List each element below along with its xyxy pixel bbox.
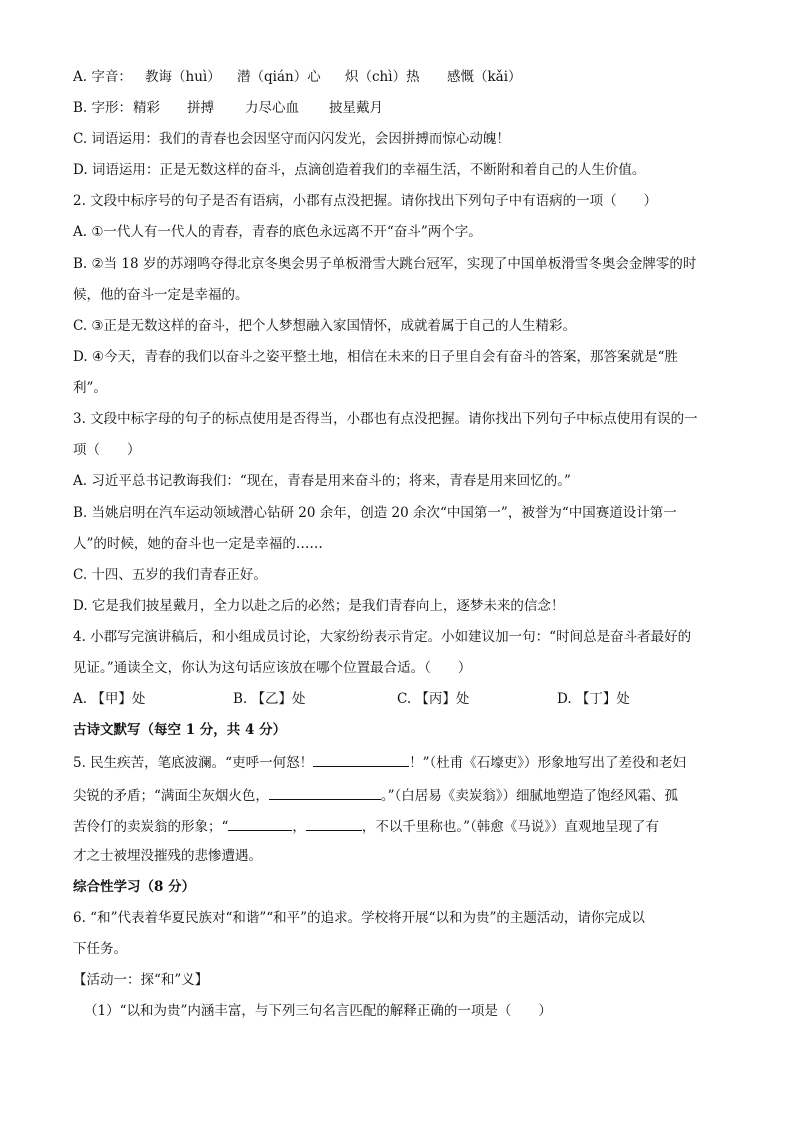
- q4-stem: 4. 小郡写完演讲稿后，和小组成员讨论，大家纷纷表示肯定。小如建议加一句：“时间总是奋斗者最好的: [73, 629, 692, 645]
- q5-text: ，: [292, 819, 306, 835]
- option-word: 潜（qián）心: [237, 69, 321, 85]
- option-label: A. 字音：: [73, 69, 132, 85]
- q2-option-c: C. ③正是无数这样的奋斗，把个人梦想融入家国情怀，成就着属于自己的人生精彩。: [73, 318, 577, 334]
- q2-option-b-cont: 候，他的奋斗一定是幸福的。: [73, 287, 249, 303]
- q1-option-b: [73, 99, 383, 117]
- q3-option-a: A. 习近平总书记教诲我们：“现在，青春是用来奋斗的；将来，青春是用来回忆的。”: [73, 473, 571, 489]
- q6-stem-cont: 下任务。: [73, 941, 127, 957]
- q5-text: ，不以千里称也。”（韩愈《马说》）直观地呈现了有: [361, 819, 660, 835]
- option-word: 力尽心血: [245, 100, 299, 116]
- q2-option-d-cont: 利”。: [73, 380, 107, 396]
- q5-blank-3[interactable]: [228, 816, 292, 831]
- option-word: 拼搏: [187, 100, 214, 116]
- q3-option-d: D. 它是我们披星戴月，全力以赴之后的必然；是我们青春向上，逐梦未来的信念！: [73, 598, 565, 614]
- q1-option-d: D. 词语运用：正是无数这样的奋斗，点滴创造着我们的幸福生活，不断附和着自己的人生价值。: [73, 162, 646, 178]
- q2-option-b: B. ②当 18 岁的苏翊鸣夺得北京冬奥会男子单板滑雪大跳台冠军，实现了中国单板滑雪冬奥会金牌零的时: [73, 256, 697, 272]
- q5-blank-2[interactable]: [269, 785, 381, 800]
- option-word: 感慨（kǎi）: [447, 69, 522, 85]
- q2-stem: 2. 文段中标序号的句子是否有语病，小郡有点没把握。请你找出下列句子中有语病的一项（ ）: [73, 193, 658, 209]
- q6-stem: 6. “和”代表着华夏民族对“和谐”“和平”的追求。学校将开展“以和为贵”的主题活动，请你完成以: [73, 910, 645, 926]
- q5-line1: [73, 752, 686, 772]
- q3-option-c: C. 十四、五岁的我们青春正好。: [73, 567, 267, 583]
- q3-stem: 3. 文段中标字母的句子的标点使用是否得当，小郡也有点没把握。请你找出下列句子中标点使用有误的一: [73, 411, 698, 427]
- option-word: 精彩: [133, 100, 160, 116]
- q5-blank-4[interactable]: [306, 816, 362, 831]
- q5-text: ！”（杜甫《石壕吏》）形象地写出了差役和老妇: [409, 755, 686, 771]
- q6-subquestion-1: （1）“以和为贵”内涵丰富，与下列三句名言匹配的解释正确的一项是（ ）: [84, 1003, 552, 1019]
- option-word: 炽（chì）热: [345, 69, 420, 85]
- q5-text: 。”（白居易《卖炭翁》）细腻地塑造了饱经风霜、孤: [380, 788, 679, 804]
- q4-option-a: A. 【甲】处: [73, 691, 146, 707]
- q5-line3: [73, 816, 659, 836]
- option-word: 披星戴月: [329, 100, 383, 116]
- q3-option-b: B. 当姚启明在汽车运动领域潜心钻研 20 余年，创造 20 余次“中国第一”，被誉为“中国赛道设计第一: [73, 505, 677, 521]
- q6-activity-heading: 【活动一：探“和”义】: [73, 972, 209, 988]
- q5-text: 尖锐的矛盾；“满面尘灰烟火色，: [73, 788, 269, 804]
- q1-option-a: [73, 68, 522, 86]
- q5-text: 苦伶仃的卖炭翁的形象；“: [73, 819, 229, 835]
- q2-option-a: A. ①一代人有一代人的青春，青春的底色永远离不开“奋斗”两个字。: [73, 224, 482, 240]
- section-heading-comprehensive: 综合性学习（8 分）: [73, 879, 196, 895]
- q5-line4: 才之士被埋没摧残的悲惨遭遇。: [73, 848, 262, 864]
- q2-option-d: D. ④今天，青春的我们以奋斗之姿平整土地，相信在未来的日子里自会有奋斗的答案，那答案就是“胜: [73, 349, 678, 365]
- option-label: B. 字形：: [73, 100, 133, 116]
- q4-option-d: D. 【丁】处: [557, 691, 630, 707]
- q4-options: [73, 690, 630, 708]
- q5-blank-1[interactable]: [313, 752, 409, 767]
- q3-stem-cont: 项（ ）: [73, 442, 141, 458]
- q1-option-c: C. 词语运用：我们的青春也会因坚守而闪闪发光，会因拼搏而惊心动魄！: [73, 131, 510, 147]
- q5-text: 5. 民生疾苦，笔底波澜。“吏呼一何怒！: [73, 755, 314, 771]
- option-word: 教诲（huì）: [145, 69, 221, 85]
- q4-option-b: B. 【乙】处: [233, 691, 306, 707]
- section-heading-poetry: 古诗文默写（每空 1 分，共 4 分）: [73, 722, 287, 738]
- q4-stem-cont: 见证。”通读全文，你认为这句话应该放在哪个位置最合适。（ ）: [73, 660, 472, 676]
- q3-option-b-cont: 人”的时候，她的奋斗也一定是幸福的……: [73, 536, 323, 552]
- q4-option-c: C. 【丙】处: [397, 691, 470, 707]
- q5-line2: [73, 785, 678, 805]
